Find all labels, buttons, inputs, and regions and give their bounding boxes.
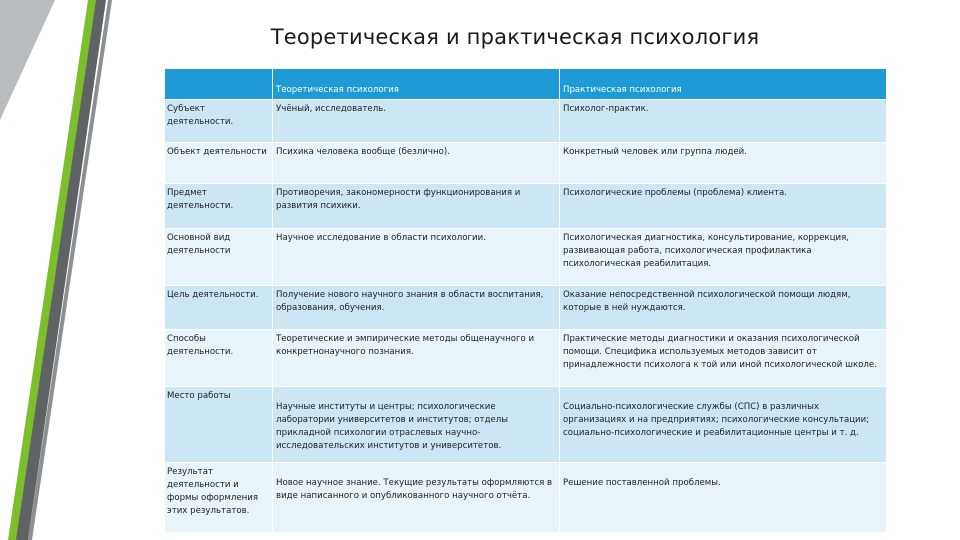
comparison-table xyxy=(164,68,887,533)
cell-practical: Практические методы диагностики и оказания психологической помощи. Специфика используемых методов зависит от принадлежности психолога к той или иной психологической школе. xyxy=(560,330,887,387)
cell-theoretical: Психика человека вообще (безлично). xyxy=(273,143,560,184)
header-cell-theoretical: Теоретическая психология xyxy=(273,69,560,100)
cell-practical: Психологическая диагностика, консультирование, коррекция, развивающая работа, психологическая профилактика психологическая реабилитация. xyxy=(560,229,887,286)
table-row xyxy=(165,286,887,330)
row-label: Субъект деятельности. xyxy=(165,100,273,143)
cell-practical: Социально-психологические службы (СПС) в различных организациях и на предприятиях; психологические консультации; социально-психологические и реабилитационные центры и т. д. xyxy=(560,387,887,463)
cell-practical: Психологические проблемы (проблема) клиента. xyxy=(560,184,887,229)
row-label: Основной вид деятельности xyxy=(165,229,273,286)
table-row xyxy=(165,143,887,184)
cell-theoretical: Получение нового научного знания в области воспитания, образования, обучения. xyxy=(273,286,560,330)
cell-theoretical: Новое научное знание. Текущие результаты оформляются в виде написанного и опубликованного научного отчёта. xyxy=(273,463,560,533)
cell-practical: Психолог-практик. xyxy=(560,100,887,143)
row-label: Место работы xyxy=(165,387,273,463)
cell-theoretical: Научное исследование в области психологии. xyxy=(273,229,560,286)
header-cell-empty xyxy=(165,69,273,100)
table-row xyxy=(165,463,887,533)
stripe-light xyxy=(0,0,55,120)
stripe-green xyxy=(8,0,96,540)
row-label: Способы деятельности. xyxy=(165,330,273,387)
cell-theoretical: Противоречия, закономерности функционирования и развития психики. xyxy=(273,184,560,229)
table-row xyxy=(165,330,887,387)
cell-practical: Конкретный человек или группа людей. xyxy=(560,143,887,184)
cell-theoretical: Учёный, исследователь. xyxy=(273,100,560,143)
cell-theoretical: Научные институты и центры; психологические лаборатории университетов и институтов; отделы прикладной психологии отраслевых научно-исследовательских институтов и университетов. xyxy=(273,387,560,463)
table-row xyxy=(165,229,887,286)
slide-title: Теоретическая и практическая психология xyxy=(270,25,760,49)
cell-practical: Оказание непосредственной психологической помощи людям, которые в ней нуждаются. xyxy=(560,286,887,330)
row-label: Объект деятельности xyxy=(165,143,273,184)
cell-practical: Решение поставленной проблемы. xyxy=(560,463,887,533)
cell-theoretical: Теоретические и эмпирические методы общенаучного и конкретнонаучного познания. xyxy=(273,330,560,387)
decorative-stripes xyxy=(0,0,120,540)
table-row xyxy=(165,184,887,229)
row-label: Цель деятельности. xyxy=(165,286,273,330)
row-label: Предмет деятельности. xyxy=(165,184,273,229)
stripe-thin xyxy=(28,0,112,540)
table-row xyxy=(165,387,887,463)
table-row xyxy=(165,100,887,143)
row-label: Результат деятельности и формы оформления этих результатов. xyxy=(165,463,273,533)
table-header-row xyxy=(165,69,887,100)
header-cell-practical: Практическая психология xyxy=(560,69,887,100)
